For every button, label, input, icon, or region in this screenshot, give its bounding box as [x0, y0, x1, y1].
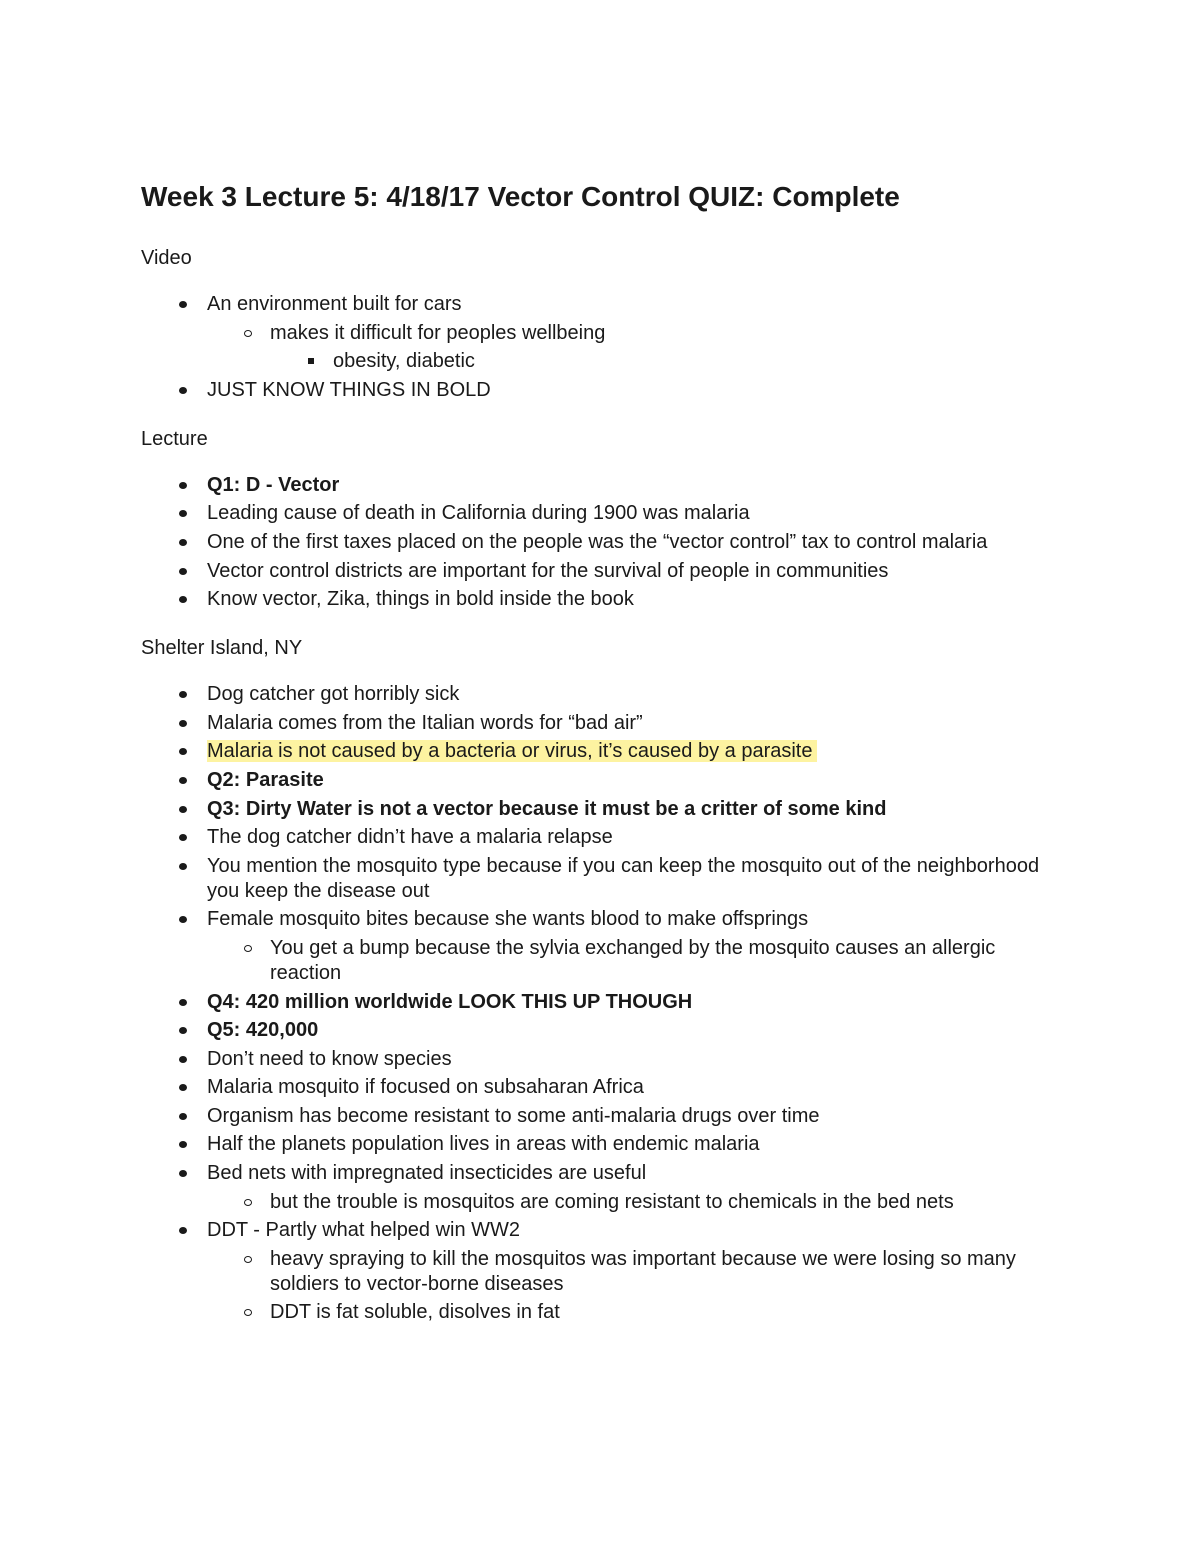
- section-heading-lecture: Lecture: [141, 427, 208, 450]
- list-item-text: DDT is fat soluble, disolves in fat: [270, 1301, 560, 1324]
- quiz-answer-q2: Q2: Parasite: [207, 768, 324, 791]
- sub-bullet-list: [207, 936, 1061, 986]
- list-item: [207, 1190, 1061, 1215]
- document-page: [141, 176, 1061, 1347]
- list-item: [141, 1047, 1061, 1072]
- list-item-text: heavy spraying to kill the mosquitos was important because we were losing so many soldiers to vector-borne diseases: [270, 1247, 1016, 1295]
- list-item: [141, 473, 1061, 498]
- section-heading-shelter-island: Shelter Island, NY: [141, 637, 303, 660]
- quiz-answer-q4: Q4: 420 million worldwide LOOK THIS UP THOUGH: [207, 990, 693, 1013]
- list-item-text: Female mosquito bites because she wants blood to make offsprings: [207, 908, 809, 931]
- sub-bullet-list: [207, 1247, 1061, 1326]
- section-lecture: [141, 425, 1061, 612]
- list-item: [141, 501, 1061, 526]
- list-item: [207, 936, 1061, 986]
- list-item-text: obesity, diabetic: [333, 350, 475, 373]
- list-item: [141, 378, 1061, 403]
- list-item-text: Malaria comes from the Italian words for “bad air”: [207, 711, 643, 734]
- bullet-list: [141, 292, 1061, 403]
- list-item-text: An environment built for cars: [207, 293, 462, 315]
- list-item: [141, 711, 1061, 736]
- quiz-answer-q3: Q3: Dirty Water is not a vector because it must be a critter of some kind: [207, 797, 887, 820]
- section-heading-video: Video: [141, 247, 192, 269]
- list-item: [141, 530, 1061, 555]
- list-item: [207, 1247, 1061, 1297]
- list-item: [141, 1161, 1061, 1215]
- list-item: [141, 292, 1061, 374]
- sub-bullet-list: [207, 1190, 1061, 1215]
- section-shelter-island: [141, 634, 1061, 1325]
- section-video: [141, 244, 1061, 403]
- list-item: [141, 990, 1061, 1015]
- list-item-text: Vector control districts are important for the survival of people in communities: [207, 559, 889, 582]
- list-item-text: You get a bump because the sylvia exchanged by the mosquito causes an allergic reaction: [270, 936, 996, 984]
- list-item: [207, 1300, 1061, 1325]
- list-item-text: Malaria mosquito if focused on subsaharan Africa: [207, 1076, 644, 1099]
- list-item: [141, 907, 1061, 986]
- list-item-text: DDT - Partly what helped win WW2: [207, 1219, 521, 1242]
- list-item-text: makes it difficult for peoples wellbeing: [270, 321, 606, 344]
- list-item-text: Organism has become resistant to some anti-malaria drugs over time: [207, 1104, 820, 1127]
- list-item-text: Leading cause of death in California during 1900 was malaria: [207, 502, 750, 525]
- list-item: [141, 587, 1061, 612]
- list-item: [141, 739, 1061, 764]
- list-item: [270, 349, 1061, 374]
- list-item: [141, 854, 1061, 904]
- list-item-text: Dog catcher got horribly sick: [207, 683, 460, 706]
- highlighted-text: Malaria is not caused by a bacteria or virus, it’s caused by a parasite: [207, 740, 817, 762]
- sub-sub-bullet-list: [270, 349, 1061, 374]
- list-item: [141, 768, 1061, 793]
- list-item-text: You mention the mosquito type because if you can keep the mosquito out of the neighborhood you keep the disease out: [207, 854, 1040, 902]
- list-item-text: Half the planets population lives in areas with endemic malaria: [207, 1133, 760, 1156]
- quiz-answer-q5: Q5: 420,000: [207, 1019, 319, 1042]
- document-title: Week 3 Lecture 5: 4/18/17 Vector Control QUIZ: Complete: [141, 181, 900, 212]
- list-item: [141, 825, 1061, 850]
- list-item: [141, 797, 1061, 822]
- bullet-list: [141, 682, 1061, 1325]
- list-item: [207, 321, 1061, 375]
- list-item: [141, 559, 1061, 584]
- bullet-list: [141, 473, 1061, 612]
- quiz-answer-q1: Q1: D - Vector: [207, 473, 340, 496]
- list-item: [141, 1132, 1061, 1157]
- list-item: [141, 1218, 1061, 1325]
- list-item-text: One of the first taxes placed on the people was the “vector control” tax to control malaria: [207, 530, 988, 553]
- list-item-text: JUST KNOW THINGS IN BOLD: [207, 378, 491, 401]
- list-item: [141, 1075, 1061, 1100]
- list-item: [141, 1018, 1061, 1043]
- list-item-text: but the trouble is mosquitos are coming resistant to chemicals in the bed nets: [270, 1190, 954, 1213]
- list-item-text: Know vector, Zika, things in bold inside the book: [207, 588, 634, 611]
- sub-bullet-list: [207, 321, 1061, 375]
- list-item-text: Don’t need to know species: [207, 1047, 452, 1070]
- list-item-text: The dog catcher didn’t have a malaria relapse: [207, 826, 613, 849]
- list-item: [141, 682, 1061, 707]
- list-item: [141, 1104, 1061, 1129]
- list-item-text: Bed nets with impregnated insecticides are useful: [207, 1162, 647, 1185]
